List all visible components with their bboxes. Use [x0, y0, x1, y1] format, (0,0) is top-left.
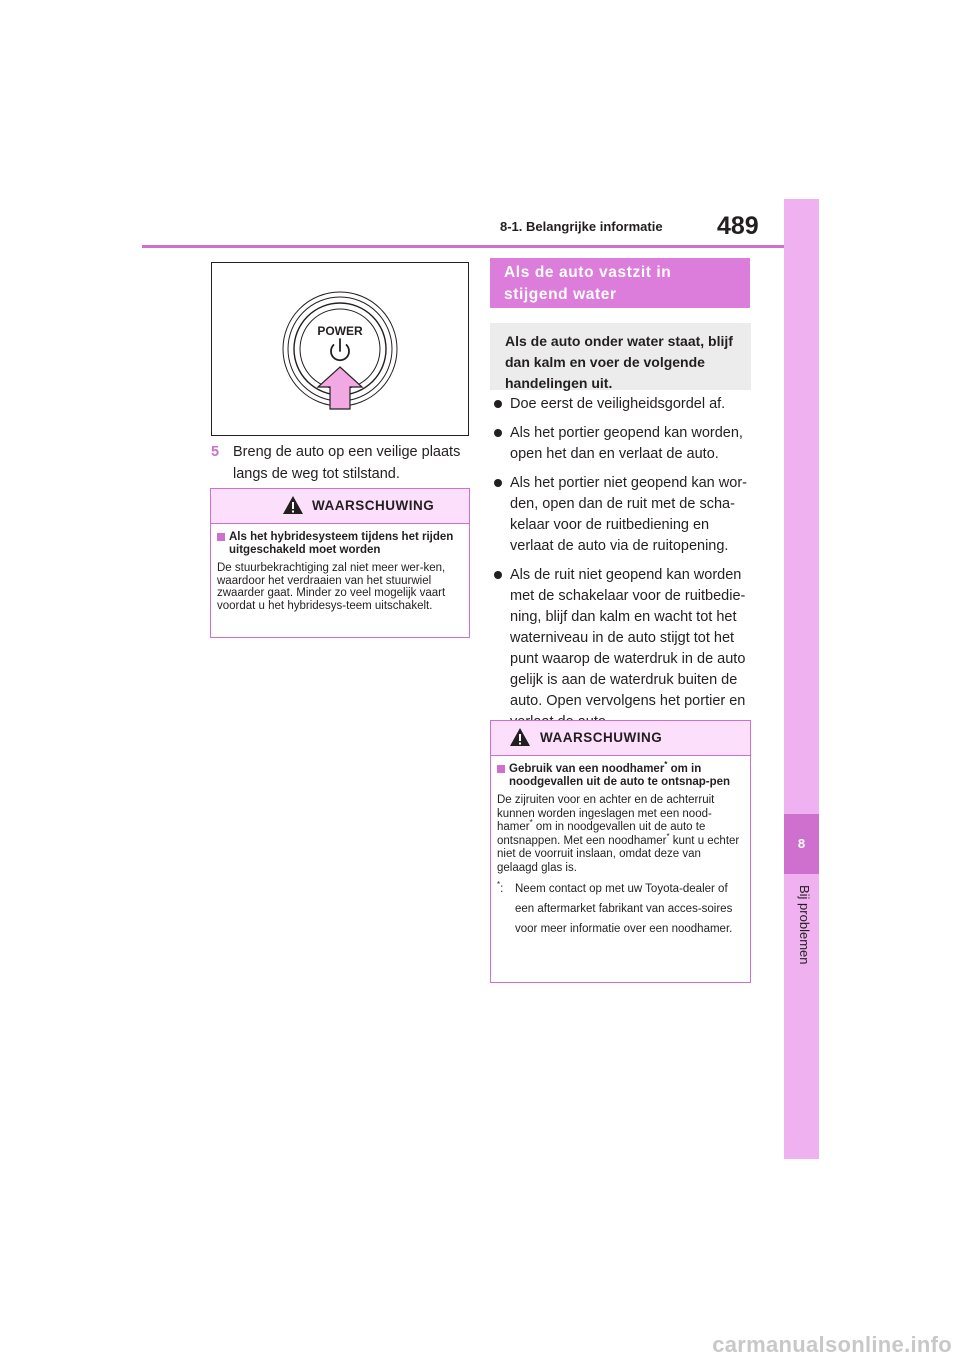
section-heading-line1: Als de auto vastzit in [504, 264, 672, 281]
step-number: 5 [211, 444, 220, 460]
power-label: POWER [317, 324, 363, 338]
warning-title: WAARSCHUWING [540, 730, 663, 745]
list-item [490, 565, 752, 733]
bullet-icon [494, 429, 502, 437]
warning-triangle-icon [282, 495, 304, 515]
list-item-text: Als het portier geopend kan worden, open het dan en verlaat de auto. [510, 425, 743, 462]
watermark-text: carmanualsonline.info [712, 1332, 952, 1357]
warning-triangle-icon [509, 727, 531, 747]
chapter-title: Bij problemen [797, 885, 812, 965]
page-number: 489 [717, 212, 759, 240]
footnote-marker: *: [497, 880, 504, 895]
list-item-text: Doe eerst de veiligheidsgordel af. [510, 396, 726, 412]
instruction-list [490, 394, 752, 741]
warning-item-text: Gebruik van een noodhamer [509, 763, 665, 775]
list-item [490, 423, 752, 465]
footnote-marker: * [664, 760, 668, 770]
bullet-icon [494, 571, 502, 579]
chapter-number: 8 [784, 814, 819, 874]
warning-header [491, 721, 750, 756]
warning-header [211, 489, 469, 524]
warning-box-emergency-hammer [490, 720, 751, 983]
list-item [490, 394, 752, 415]
footnote-text: Neem contact op met uw Toyota-dealer of een aftermarket fabrikant van acces-soires voor meer informatie over een noodhamer. [515, 883, 733, 935]
section-title: 8-1. Belangrijke informatie [500, 219, 663, 234]
chapter-side-tab [784, 199, 819, 1159]
header-rule [142, 245, 784, 248]
warning-item-text: Als het hybridesysteem tijdens het rijden uitgeschakeld moet worden [229, 531, 454, 556]
warning-item [497, 760, 744, 788]
power-button-illustration [212, 263, 468, 435]
bullet-icon [494, 479, 502, 487]
intro-box: Als de auto onder water staat, blijf dan kalm en voer de volgende handelingen uit. [490, 323, 751, 390]
bullet-icon [494, 400, 502, 408]
section-heading-line2: stijgend water [504, 286, 617, 303]
warning-item [217, 531, 463, 556]
footnote [497, 879, 744, 939]
watermark-bar [0, 1322, 960, 1358]
step-text: Breng de auto op een veilige plaats langs de weg tot stilstand. [233, 444, 461, 482]
warning-title: WAARSCHUWING [312, 498, 435, 513]
list-item-text: Als de ruit niet geopend kan worden met de schakelaar voor de ruitbedie-ning, blijf dan kalm en wacht tot het waterniveau in de auto stijgt tot het punt waarop de waterdruk in de auto gelijk is aan de waterdruk buiten de auto. Open vervolgens het portier en [510, 567, 746, 709]
square-bullet-icon [497, 765, 505, 773]
step-5 [211, 441, 469, 485]
section-heading [490, 258, 750, 308]
list-item [490, 473, 752, 557]
power-button-figure [211, 262, 469, 436]
list-item-text: Als het portier niet geopend kan wor-den, open dan de ruit met de scha-kelaar voor de ruitbediening en verlaat de auto via de ruitopening. [510, 475, 747, 554]
warning-box-hybrid-off [210, 488, 470, 638]
warning-item-text-end: om in noodgevallen uit de auto te ontsnap-pen [509, 763, 731, 788]
warning-body: De stuurbekrachtiging zal niet meer wer-ken, waardoor het verdraaien van het stuurwiel zwaarder gaat. Minder zo veel mogelijk vaart voordat u het hybridesys-teem uitschakelt. [217, 562, 446, 612]
warning-body: De zijruiten voor en achter en de achterruit kunnen worden ingeslagen met een nood-hamer* om in noodgevallen uit de auto te ontsnappen. Met een noodhamer* kunt u echter niet de voorruit inslaan, omdat deze van gelaagd glas is. [497, 794, 740, 874]
square-bullet-icon [217, 533, 225, 541]
